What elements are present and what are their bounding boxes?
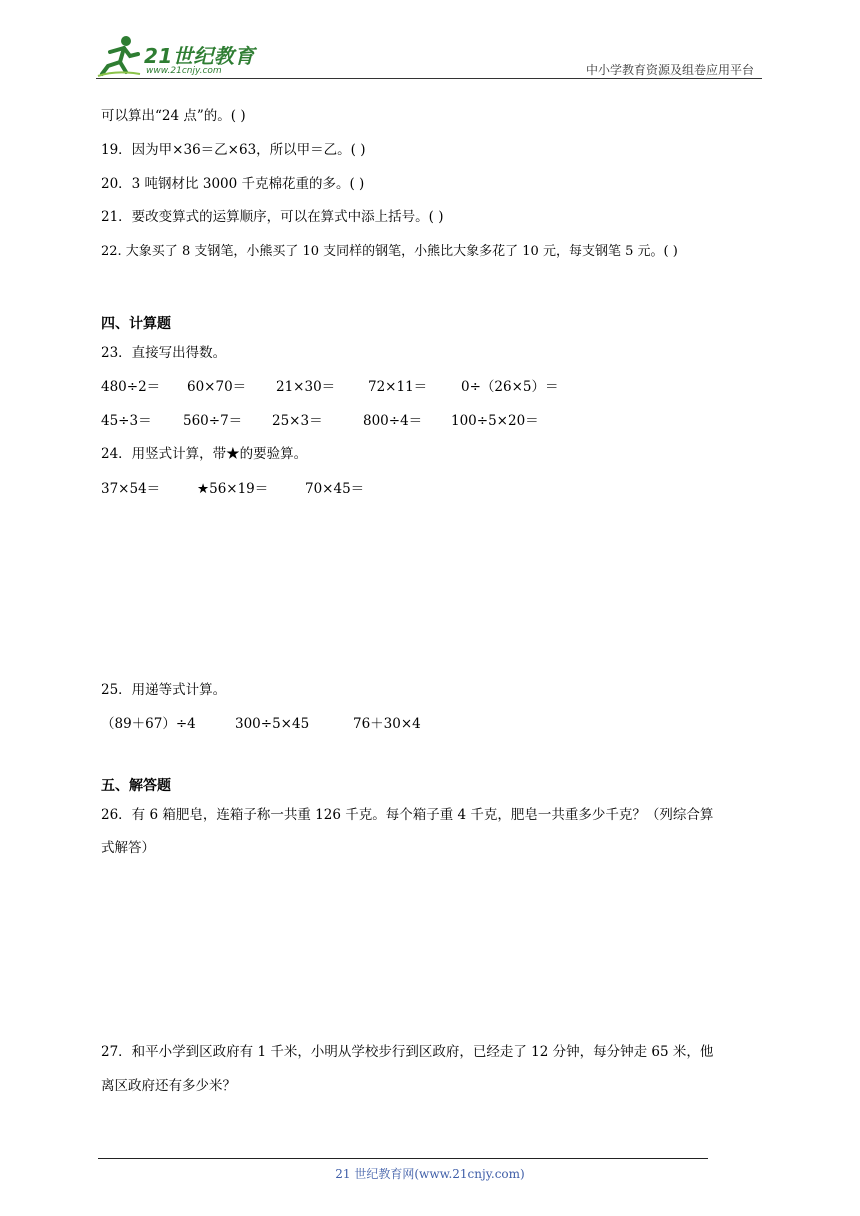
question-27-cont: 离区政府还有多少米？ [101,1078,236,1094]
calc-item: 60×70＝ [187,379,247,395]
calc-item: 480÷2＝ [101,379,161,395]
calc-item: 800÷4＝ [363,413,423,429]
calc-item: 21×30＝ [276,379,336,395]
calc-item: 25×3＝ [272,413,323,429]
vertical-calc-item: 37×54＝ [101,481,161,497]
calc-item: 45÷3＝ [101,413,152,429]
question-23: 23．直接写出得数。 [101,345,227,361]
platform-title: 中小学教育资源及组卷应用平台 [585,63,754,77]
question-24: 24．用竖式计算，带★的要验算。 [101,446,308,462]
question-22: 22. 大象买了 8 支钢笔，小熊买了 10 支同样的钢笔，小熊比大象多花了 10 元，每支钢笔 5 元。( ) [101,244,678,259]
logo [96,34,266,80]
logo-url: www.21cnjy.com [146,66,222,76]
question-27: 27．和平小学到区政府有 1 千米，小明从学校步行到区政府，已经走了 12 分钟，每分钟走 65 米，他 [101,1044,714,1060]
question-19: 19．因为甲×36＝乙×63，所以甲＝乙。( ) [101,142,366,158]
stepwise-calc-item: （89＋67）÷4 [101,716,196,732]
question-26-cont: 式解答） [101,840,155,856]
calc-item: 72×11＝ [368,379,428,395]
question-21: 21．要改变算式的运算顺序，可以在算式中添上括号。( ) [101,209,444,225]
question-20: 20．3 吨钢材比 3000 千克棉花重的多。( ) [101,176,365,192]
vertical-calc-item: ★56×19＝ [197,481,269,497]
stepwise-calc-item: 76＋30×4 [353,716,421,732]
vertical-calc-item: 70×45＝ [305,481,365,497]
calc-item: 100÷5×20＝ [451,413,539,429]
logo-text: 21世纪教育 [144,44,255,68]
footer-text[interactable]: 21 世纪教育网(www.21cnjy.com) [335,1167,525,1181]
header-rule [96,78,762,79]
calc-item: 0÷（26×5）＝ [461,379,559,395]
section-4-title: 四、计算题 [101,316,171,332]
footer-rule [98,1158,708,1159]
stepwise-calc-item: 300÷5×45 [235,716,310,732]
runner-logo-icon [96,34,142,78]
calc-item: 560÷7＝ [183,413,243,429]
line-18-cont: 可以算出“24 点”的。( ) [101,108,246,124]
question-25: 25．用递等式计算。 [101,682,227,698]
section-5-title: 五、解答题 [101,778,171,794]
question-26: 26．有 6 箱肥皂，连箱子称一共重 126 千克。每个箱子重 4 千克，肥皂一共重多少千克？（列综合算 [101,807,714,823]
